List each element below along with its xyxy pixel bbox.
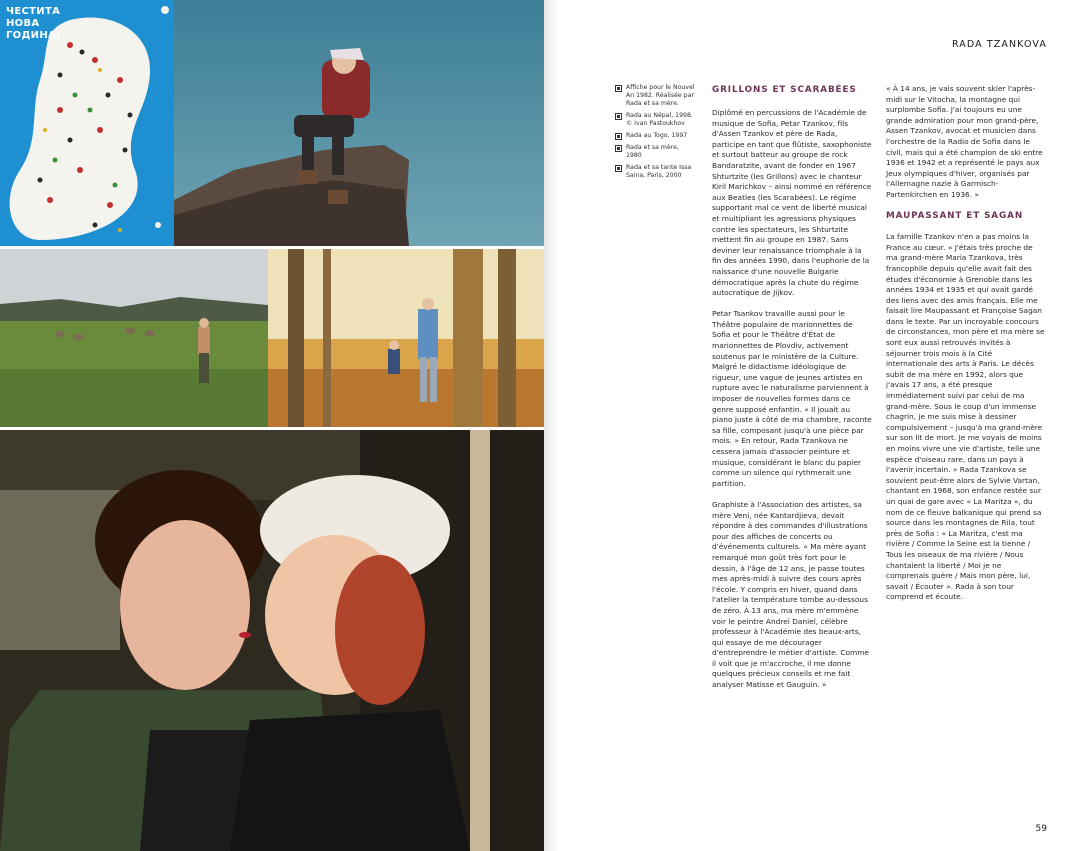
photo-captions — [615, 84, 695, 184]
photo-position-icon — [615, 145, 622, 152]
caption-text: Affiche pour le Nouvel An 1982. Réalisée par Rada et sa mère. — [626, 84, 695, 107]
caption-text: Rada et sa mère, 1980 — [626, 144, 679, 159]
field-photo — [0, 249, 268, 427]
caption-item — [615, 112, 695, 128]
caption-text: Rada et sa tante Issa Saina, Paris, 2000 — [626, 164, 692, 179]
caption-item — [615, 164, 695, 180]
page-number: 59 — [1035, 824, 1047, 834]
poster-title: ЧЕСТИТА НОВА ГОДИНА! — [6, 6, 61, 41]
photo-position-icon — [615, 85, 622, 92]
photo-position-icon — [615, 133, 622, 140]
running-head: RADA TZANKOVA — [951, 39, 1047, 50]
caption-text: Rada au Népal, 1998. © Ivan Pastoukhov — [626, 112, 693, 127]
text-column-2 — [886, 84, 1046, 614]
body-paragraph: La famille Tzankov n'en a pas moins la France au cœur. « J'étais très proche de ma grand-mère Maria Tzankova, très francophile depuis qu'elle avait fait des études d'économie à Grenoble dans les années 1934 et 1935 et qui avait gardé des liens avec des amis français. Elle me faisait lire Maupassant et Françoise Sagan dans le texte. Par un incroyable concours de circonstances, mon père et ma mère se sont eux aussi retrouvés invités à séjourner trois mois à la Cité internationale des arts à Paris. Le décès subit de ma mère en 1992, alors que j'avais 17 ans, a été presque immédiatement suivi par celui de ma grand-mère. Sous le coup d'un immense chagrin, je me suis mise à dessiner compulsivement – jusqu'à ma grand-mère sur son lit de mort. Je me voyais de moins en moins vivre une vie d'artiste, telle une espèce d'oiseau rare, dans un pays à l'avenir incertain. » Rada Tzankova se souvient peut-être alors de Sylvie Vartan, chantant en 1968, son enfance restée sur un quai de gare avec « La Maritza », du nom de ce fleuve balkanique qui prend sa source dans les montagnes de Rila, tout près de Sofia : « La Maritza, c'est ma rivière / Comme la Seine est la tienne / Tous les oiseaux de ma rivière / Nous chantaient la liberté / Moi je ne comprenais guère / Mais mon père, lui, savait / Écouter ». Rada à son tour comprend et écoute. — [886, 232, 1045, 602]
caption-item — [615, 132, 695, 140]
caption-text: Rada au Togo, 1997 — [626, 132, 688, 139]
hug-photo — [0, 430, 544, 851]
forest-photo — [268, 249, 544, 427]
photo-position-icon — [615, 165, 622, 172]
section-heading: MAUPASSANT ET SAGAN — [886, 211, 1024, 222]
photo-position-icon — [615, 113, 622, 120]
poster-photo — [0, 0, 174, 246]
caption-item — [615, 144, 695, 160]
section-heading: GRILLONS ET SCARABÉES — [712, 85, 857, 95]
body-paragraph: « À 14 ans, je vais souvent skier l'après-midi sur le Vitocha, la montagne qui surplombe Sofia. J'ai toujours eu une grande admiration pour mon grand-père, Assen Tzankov, avocat et musicien dans l'orchestre de la Radio de Sofia dans le civil, mais qui a été champion de ski entre 1936 et 1942 et a représenté le pays aux Jeux olympiques d'hiver, organisés par l'Allemagne nazie à Garmisch-Partenkirchen en 1936. » — [886, 84, 1043, 199]
rock-photo — [174, 0, 544, 246]
text-column-1 — [712, 84, 872, 701]
caption-item — [615, 84, 695, 108]
body-paragraph: Graphiste à l'Association des artistes, sa mère Veni, née Kantardjieva, devait répondre à des commandes d'illustrations pour des affiches de concerts ou d'événements culturels. « Ma mère ayant remarqué mon goût très fort pour le dessin, à l'âge de 12 ans, je passe toutes mes après-midi à suivre des cours après l'école. Y compris en hiver, quand dans l'atelier la température tombe au-dessous de zéro. À 13 ans, ma mère m'emmène voir le peintre Andreï Daniel, célèbre professeur à l'Académie des beaux-arts, qui essaye de me décourager d'entreprendre le métier d'artiste. Comme il voit que je m'accroche, il me donne quelques précieux conseils et me fait analyser Matisse et Gauguin. » — [712, 499, 869, 690]
body-paragraph: Petar Tsankov travaille aussi pour le Théâtre populaire de marionnettes de Sofia et pour le Théâtre d'État de marionnettes de Plovdiv, activement soutenus par le ministère de la Culture. Malgré le didactisme idéologique de rigueur, une vague de jeunes artistes en rupture avec le naturalisme parviennent à imposer de nouvelles formes dans ce genre supposé enfantin. « Il jouait au piano juste à côté de ma chambre, raconte sa fille, composant jusqu'à une pièce par mois. » En retour, Rada Tzankova ne cessera jamais d'associer peinture et musique, considérant le blanc du papier comme un silence qui rythmerait une partition. — [712, 309, 872, 488]
body-paragraph: Diplômé en percussions de l'Académie de musique de Sofia, Petar Tzankov, fils d'Assen Tzankov et père de Rada, participe en tant que flûtiste, saxophoniste et surtout batteur au groupe de rock Bandaratzite, avant de fonder en 1967 Shturtzite (les Grillons) avec le chanteur Kiril Marichkov – ainsi nommé en référence aux Beatles (les Scarabées). Le régime supportant mal ce vent de liberté musical et multipliant les agressions physiques contre les spectateurs, les Shturtzite mettent fin au groupe en 1987. Sans deviner leur renaissance triomphale à la fin des années 1990, dans l'euphorie de la naissance d'une nouvelle Bulgarie démocratique après la chute du régime autocratique de Jijkov. — [712, 108, 872, 298]
gutter-shadow — [544, 0, 558, 851]
